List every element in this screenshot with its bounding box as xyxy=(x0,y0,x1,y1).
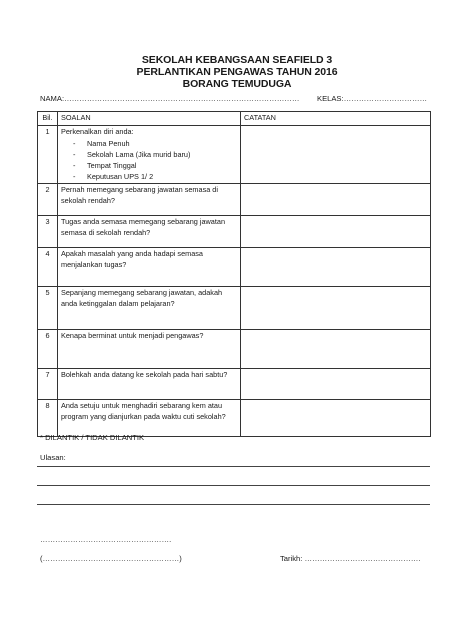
row-catatan[interactable] xyxy=(241,216,431,248)
row-bil: 6 xyxy=(38,330,58,369)
tarikh-field: Tarikh: ………………………………………. xyxy=(280,554,421,563)
col-bil-header: Bil. xyxy=(38,112,58,126)
nama-field xyxy=(40,94,299,103)
row-catatan[interactable] xyxy=(241,184,431,216)
row-bil: 2 xyxy=(38,184,58,216)
table-row xyxy=(38,248,431,287)
ulasan-label: Ulasan: xyxy=(40,453,66,462)
nama-dots: ………………………………………………………………………………… xyxy=(64,94,300,103)
sub-item: - Tempat Tinggal xyxy=(73,160,237,171)
table-row xyxy=(38,369,431,400)
question-text: Perkenalkan diri anda: xyxy=(61,126,134,136)
form-title: BORANG TEMUDUGA xyxy=(182,78,292,90)
row-catatan[interactable] xyxy=(241,248,431,287)
row-bil: 1 xyxy=(38,125,58,184)
row-soalan xyxy=(58,125,241,184)
table-row xyxy=(38,216,431,248)
ulasan-line[interactable] xyxy=(37,466,430,467)
row-soalan: Tugas anda semasa memegang sebarang jawatan semasa di sekolah rendah? xyxy=(58,216,241,248)
sub-list xyxy=(73,138,237,182)
nama-label: NAMA: xyxy=(40,94,65,103)
row-catatan[interactable] xyxy=(241,369,431,400)
appointment-status: * DILANTIK / TIDAK DILANTIK xyxy=(40,433,145,442)
table-row xyxy=(38,330,431,369)
kelas-label: KELAS: xyxy=(317,94,344,103)
table-header-row xyxy=(38,112,431,126)
row-catatan[interactable] xyxy=(241,400,431,437)
row-bil: 4 xyxy=(38,248,58,287)
table-row xyxy=(38,287,431,330)
kelas-field xyxy=(317,94,427,103)
question-table xyxy=(37,111,431,437)
signatory-name: (………………………………………………) xyxy=(40,554,182,563)
row-catatan[interactable] xyxy=(241,125,431,184)
signature-line: ……………………………………………. xyxy=(40,535,172,544)
row-soalan: Sepanjang memegang sebarang jawatan, adakah anda ketinggalan dalam pelajaran? xyxy=(58,287,241,330)
col-catatan-header: CATATAN xyxy=(241,112,431,126)
school-name: SEKOLAH KEBANGSAAN SEAFIELD 3 xyxy=(141,54,333,66)
row-soalan: Pernah memegang sebarang jawatan semasa di sekolah rendah? xyxy=(58,184,241,216)
row-soalan: Apakah masalah yang anda hadapi semasa menjalankan tugas? xyxy=(58,248,241,287)
table-row xyxy=(38,400,431,437)
row-catatan[interactable] xyxy=(241,287,431,330)
sub-item: - Keputusan UPS 1/ 2 xyxy=(73,171,237,182)
sub-item: - Sekolah Lama (Jika murid baru) xyxy=(73,149,237,160)
row-bil: 7 xyxy=(38,369,58,400)
row-bil: 8 xyxy=(38,400,58,437)
row-soalan: Kenapa berminat untuk menjadi pengawas? xyxy=(58,330,241,369)
row-soalan: Anda setuju untuk menghadiri sebarang kem atau program yang dianjurkan pada waktu cuti sekolah? xyxy=(58,400,241,437)
col-soalan-header: SOALAN xyxy=(58,112,241,126)
row-bil: 3 xyxy=(38,216,58,248)
kelas-dots: …………………………… xyxy=(343,94,428,103)
table-row xyxy=(38,184,431,216)
row-bil: 5 xyxy=(38,287,58,330)
event-title: PERLANTIKAN PENGAWAS TAHUN 2016 xyxy=(136,66,338,78)
row-catatan[interactable] xyxy=(241,330,431,369)
ulasan-line[interactable] xyxy=(37,504,430,505)
row-soalan: Bolehkah anda datang ke sekolah pada hari sabtu? xyxy=(58,369,241,400)
sub-item: - Nama Penuh xyxy=(73,138,237,149)
table-row xyxy=(38,125,431,184)
ulasan-line[interactable] xyxy=(37,485,430,486)
